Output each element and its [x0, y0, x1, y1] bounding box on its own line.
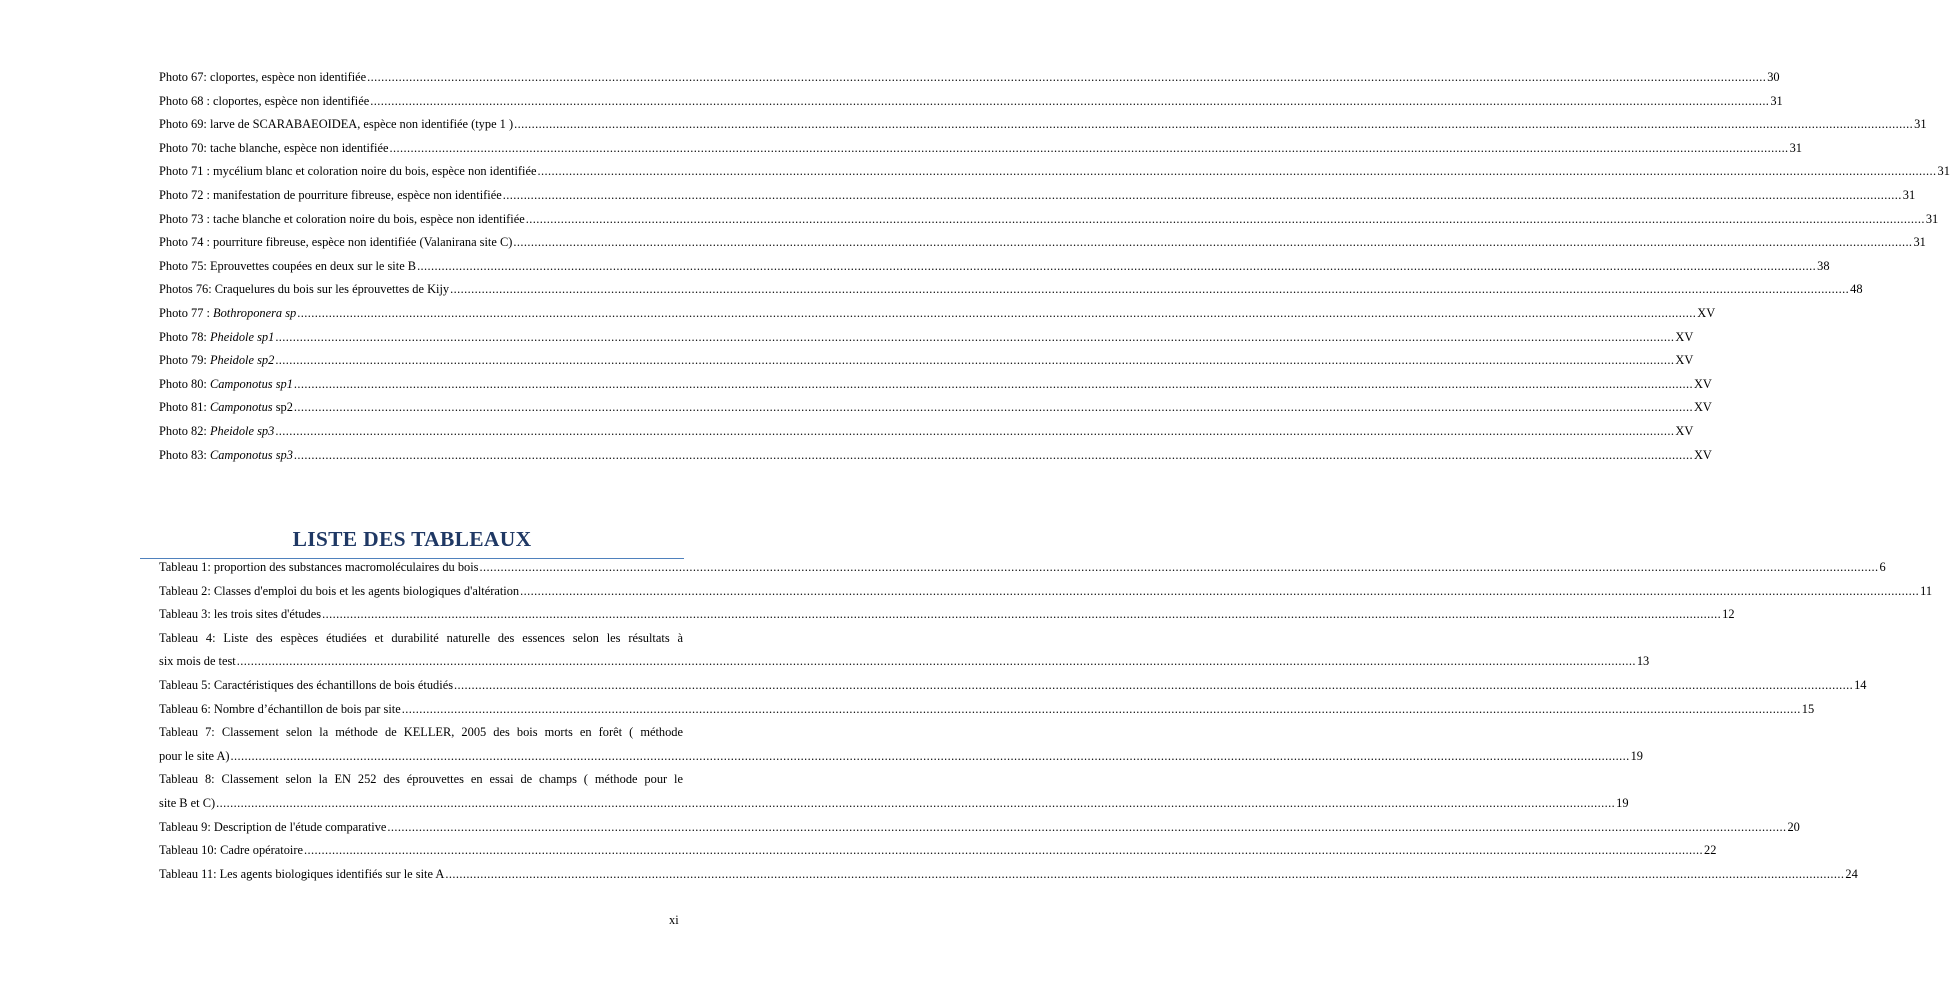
dot-leader: ................................................................................................................................................................................................................................................................................................................................................................................................................	[387, 819, 1787, 834]
entry-title: Photos 76: Craquelures du bois sur les éprouvettes de Kijy	[159, 282, 450, 297]
photo-entry[interactable]	[159, 349, 1694, 373]
dot-leader: ................................................................................................................................................................................................................................................................................................................................................................................................................	[514, 117, 1914, 132]
table-entry-line[interactable]	[159, 674, 1867, 698]
entry-title: Photo 67: cloportes, espèce non identifiée	[159, 70, 367, 84]
entry-page-number: XV	[1693, 400, 1712, 415]
entry-page-number: XV	[1697, 305, 1716, 320]
entry-title-first-line: Tableau 4: Liste des espèces étudiées et durabilité naturelle des essences selon les résultats à	[159, 630, 683, 645]
dot-leader: ................................................................................................................................................................................................................................................................................................................................................................................................................	[417, 258, 1817, 273]
entry-page-number: 31	[1770, 93, 1783, 108]
photo-list	[159, 66, 1950, 467]
dot-leader: ................................................................................................................................................................................................................................................................................................................................................................................................................	[520, 583, 1920, 598]
dot-leader: ................................................................................................................................................................................................................................................................................................................................................................................................................	[445, 866, 1845, 881]
entry-title: Photo 78: Pheidole sp1	[159, 329, 275, 344]
entry-page-number: XV	[1675, 423, 1694, 438]
entry-page-number: 38	[1817, 258, 1830, 273]
dot-leader: ................................................................................................................................................................................................................................................................................................................................................................................................................	[236, 654, 1636, 669]
entry-page-number: 14	[1854, 677, 1867, 692]
photo-entry[interactable]	[159, 113, 1927, 137]
entry-title: Tableau 1: proportion des substances macromoléculaires du bois	[159, 560, 479, 574]
dot-leader: ................................................................................................................................................................................................................................................................................................................................................................................................................	[275, 353, 1675, 368]
photo-entry[interactable]	[159, 420, 1694, 444]
entry-page-number: 6	[1879, 560, 1886, 574]
photo-entry[interactable]	[159, 66, 1780, 90]
entry-title: Photo 73 : tache blanche et coloration noire du bois, espèce non identifiée	[159, 211, 525, 226]
photo-entry[interactable]	[159, 373, 1712, 397]
table-entry-line[interactable]	[159, 745, 1643, 769]
entry-title: Tableau 2: Classes d'emploi du bois et les agents biologiques d'altération	[159, 583, 520, 598]
table-entry-line[interactable]	[159, 792, 1629, 816]
table-entry-line[interactable]	[159, 839, 1717, 863]
table-entry-line[interactable]	[159, 556, 1886, 580]
entry-title: Photo 68 : cloportes, espèce non identifiée	[159, 93, 370, 108]
entry-title: Photo 71 : mycélium blanc et coloration noire du bois, espèce non identifiée	[159, 164, 537, 179]
table-entry[interactable]	[159, 674, 1867, 698]
photo-entry[interactable]	[159, 90, 1783, 114]
dot-leader: ................................................................................................................................................................................................................................................................................................................................................................................................................	[293, 376, 1693, 391]
dot-leader: ................................................................................................................................................................................................................................................................................................................................................................................................................	[389, 140, 1789, 155]
dot-leader: ................................................................................................................................................................................................................................................................................................................................................................................................................	[275, 423, 1675, 438]
entry-title: Photo 81: Camponotus sp2	[159, 400, 293, 415]
dot-leader: ................................................................................................................................................................................................................................................................................................................................................................................................................	[297, 305, 1697, 320]
tables-heading: LISTE DES TABLEAUX	[292, 527, 532, 551]
entry-page-number: XV	[1693, 447, 1712, 462]
entry-page-number: 13	[1636, 654, 1650, 669]
dot-leader: ................................................................................................................................................................................................................................................................................................................................................................................................................	[454, 677, 1854, 692]
entry-title: Photo 80: Camponotus sp1	[159, 376, 293, 391]
entry-title: Tableau 10: Cadre opératoire	[159, 843, 303, 858]
photo-entry[interactable]	[159, 302, 1716, 326]
entry-page-number: 19	[1616, 795, 1629, 810]
dot-leader: ................................................................................................................................................................................................................................................................................................................................................................................................................	[275, 329, 1675, 344]
entry-page-number: XV	[1675, 353, 1694, 368]
entry-page-number: 19	[1630, 748, 1643, 763]
table-entry[interactable]	[159, 816, 1800, 840]
entry-title: Photo 75: Eprouvettes coupées en deux sur le site B	[159, 258, 417, 273]
dot-leader: ................................................................................................................................................................................................................................................................................................................................................................................................................	[479, 560, 1879, 574]
entry-title: Photo 79: Pheidole sp2	[159, 353, 275, 368]
table-entry-line[interactable]	[159, 698, 1815, 722]
dot-leader: ................................................................................................................................................................................................................................................................................................................................................................................................................	[322, 607, 1722, 622]
entry-page-number: 31	[1914, 117, 1927, 132]
entry-page-number: 22	[1704, 843, 1717, 858]
entry-page-number: 31	[1913, 235, 1926, 250]
table-entry[interactable]	[159, 768, 1629, 815]
dot-leader: ................................................................................................................................................................................................................................................................................................................................................................................................................	[537, 164, 1937, 179]
entry-page-number: 31	[1902, 187, 1916, 202]
entry-page-number: 11	[1920, 583, 1933, 598]
page-number: xi	[669, 913, 679, 927]
photo-entry[interactable]	[159, 255, 1830, 279]
table-entry[interactable]	[159, 556, 1886, 580]
photo-entry[interactable]	[159, 326, 1694, 350]
entry-title: Photo 83: Camponotus sp3	[159, 447, 293, 462]
photo-entry[interactable]	[159, 396, 1712, 420]
entry-title-first-line: Tableau 7: Classement selon la méthode de KELLER, 2005 des bois morts en forêt ( méthode	[159, 725, 683, 740]
entry-page-number: 48	[1850, 282, 1863, 297]
dot-leader: ................................................................................................................................................................................................................................................................................................................................................................................................................	[525, 211, 1925, 226]
entry-title: Photo 82: Pheidole sp3	[159, 423, 275, 438]
table-entry-line[interactable]	[159, 816, 1800, 840]
entry-page-number: XV	[1693, 376, 1712, 391]
dot-leader: ................................................................................................................................................................................................................................................................................................................................................................................................................	[230, 748, 1630, 763]
dot-leader: ................................................................................................................................................................................................................................................................................................................................................................................................................	[401, 701, 1801, 716]
entry-title: pour le site A)	[159, 748, 230, 763]
entry-title: Tableau 9: Description de l'étude comparative	[159, 819, 387, 834]
table-entry[interactable]	[159, 839, 1717, 863]
table-entry[interactable]	[159, 603, 1735, 627]
table-entry[interactable]	[159, 580, 1933, 604]
entry-page-number: XV	[1675, 329, 1694, 344]
dot-leader: ................................................................................................................................................................................................................................................................................................................................................................................................................	[513, 235, 1913, 250]
dot-leader: ................................................................................................................................................................................................................................................................................................................................................................................................................	[293, 447, 1693, 462]
entry-title: Tableau 5: Caractéristiques des échantillons de bois étudiés	[159, 677, 454, 692]
entry-page-number: 31	[1937, 164, 1950, 179]
entry-title: Tableau 3: les trois sites d'études	[159, 607, 322, 622]
entry-title: Tableau 11: Les agents biologiques identifiés sur le site A	[159, 866, 445, 881]
entry-title: Photo 70: tache blanche, espèce non identifiée	[159, 140, 389, 155]
entry-title: Photo 74 : pourriture fibreuse, espèce non identifiée (Valanirana site C)	[159, 235, 513, 250]
dot-leader: ................................................................................................................................................................................................................................................................................................................................................................................................................	[450, 282, 1850, 297]
table-entry[interactable]	[159, 698, 1815, 722]
entry-page-number: 20	[1787, 819, 1800, 834]
table-entry[interactable]	[159, 627, 1650, 674]
table-entry-line[interactable]	[159, 863, 1858, 887]
table-entry-line[interactable]	[159, 580, 1933, 604]
entry-title: Photo 69: larve de SCARABAEOIDEA, espèce non identifiée (type 1 )	[159, 117, 514, 132]
table-entry-line[interactable]	[159, 603, 1735, 627]
dot-leader: ................................................................................................................................................................................................................................................................................................................................................................................................................	[370, 93, 1770, 108]
entry-title: Photo 77 : Bothroponera sp	[159, 305, 297, 320]
dot-leader: ................................................................................................................................................................................................................................................................................................................................................................................................................	[293, 400, 1693, 415]
entry-page-number: 30	[1767, 70, 1780, 84]
table-entry[interactable]	[159, 721, 1643, 768]
entry-page-number: 31	[1789, 140, 1802, 155]
dot-leader: ................................................................................................................................................................................................................................................................................................................................................................................................................	[502, 187, 1902, 202]
entry-page-number: 31	[1925, 211, 1939, 226]
photo-entry[interactable]	[159, 231, 1926, 255]
table-entry[interactable]	[159, 863, 1858, 887]
entry-title-first-line: Tableau 8: Classement selon la EN 252 des éprouvettes en essai de champs ( méthode pour le	[159, 772, 683, 787]
photo-entry[interactable]	[159, 444, 1712, 468]
dot-leader: ................................................................................................................................................................................................................................................................................................................................................................................................................	[303, 843, 1704, 858]
entry-title: site B et C)	[159, 795, 216, 810]
photo-entry[interactable]	[159, 160, 1950, 184]
photo-entry[interactable]	[159, 278, 1863, 302]
entry-page-number: 15	[1801, 701, 1815, 716]
entry-title: Photo 72 : manifestation de pourriture fibreuse, espèce non identifiée	[159, 187, 502, 202]
table-list	[159, 556, 1933, 886]
photo-entry[interactable]	[159, 184, 1916, 208]
entry-page-number: 12	[1722, 607, 1735, 622]
entry-page-number: 24	[1845, 866, 1858, 881]
entry-title: Tableau 6: Nombre d’échantillon de bois par site	[159, 701, 401, 716]
dot-leader: ................................................................................................................................................................................................................................................................................................................................................................................................................	[367, 70, 1767, 84]
entry-title: six mois de test	[159, 654, 236, 669]
dot-leader: ................................................................................................................................................................................................................................................................................................................................................................................................................	[216, 795, 1616, 810]
table-entry-line[interactable]	[159, 650, 1650, 674]
photo-entry[interactable]	[159, 208, 1939, 232]
photo-entry[interactable]	[159, 137, 1802, 161]
